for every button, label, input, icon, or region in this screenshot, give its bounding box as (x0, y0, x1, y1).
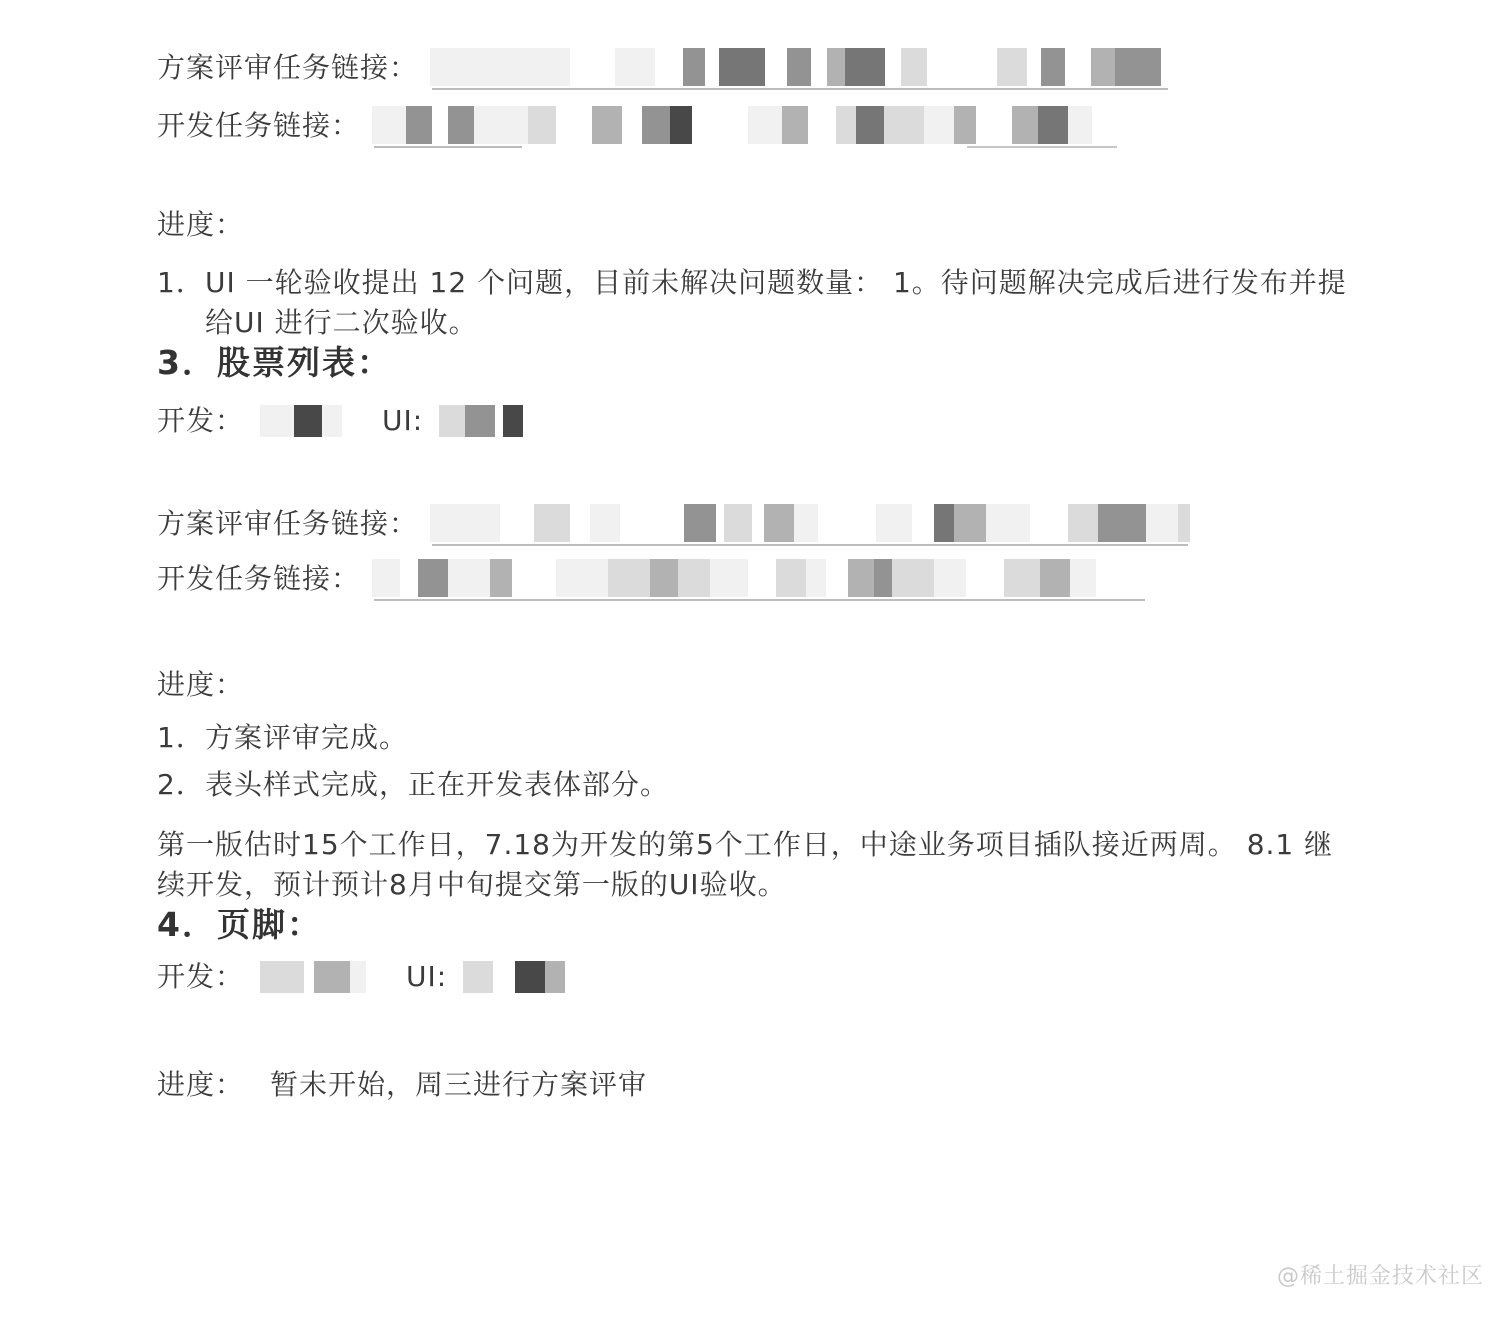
mosaic-block (512, 559, 556, 597)
redacted-ui-name (463, 961, 565, 993)
mosaic-block (876, 504, 912, 542)
mosaic-block (724, 504, 752, 542)
mosaic-block (678, 559, 710, 597)
mosaic-block (608, 559, 650, 597)
mosaic-block (1161, 48, 1170, 86)
mosaic-block (463, 961, 493, 993)
mosaic-block (692, 106, 748, 144)
mosaic-block (710, 559, 748, 597)
mosaic-block (765, 48, 787, 86)
dev-task-link-label: 开发任务链接： (157, 109, 361, 142)
list-item-text: UI 一轮验收提出 12 个问题，目前未解决问题数量： 1。待问题解决完成后进行发布并提给UI 进行二次验收。 (205, 266, 1347, 339)
mosaic-block (1040, 559, 1070, 597)
dev-label: 开发： (157, 404, 245, 437)
mosaic-block (966, 559, 1004, 597)
mosaic-block (827, 48, 845, 86)
mosaic-block (322, 405, 342, 437)
mosaic-block (885, 48, 901, 86)
mosaic-block (776, 559, 806, 597)
mosaic-block (430, 48, 570, 86)
mosaic-block (1027, 48, 1041, 86)
mosaic-block (818, 504, 876, 542)
mosaic-block (836, 106, 856, 144)
mosaic-block (622, 106, 642, 144)
mosaic-block (304, 961, 314, 993)
mosaic-block (874, 559, 892, 597)
mosaic-block (892, 559, 934, 597)
mosaic-block (570, 48, 615, 86)
mosaic-block (372, 106, 406, 144)
section-heading-stock-list: 3．股票列表： (157, 343, 392, 382)
mosaic-block (764, 504, 794, 542)
list-item (157, 718, 1353, 758)
watermark: @稀土掘金技术社区 (1276, 1264, 1484, 1289)
dev-task-link-label: 开发任务链接： (157, 562, 361, 595)
progress-text: 暂未开始，周三进行方案评审 (270, 1068, 648, 1101)
mosaic-block (782, 106, 808, 144)
redacted-dev-task-link[interactable] (372, 106, 1117, 150)
mosaic-block (934, 559, 966, 597)
progress-row (157, 1065, 1353, 1105)
mosaic-block (465, 405, 495, 437)
progress-label: 进度： (157, 1068, 245, 1101)
mosaic-block (716, 504, 724, 542)
review-task-link-row (157, 46, 1353, 94)
redacted-dev-task-link[interactable] (372, 559, 1147, 603)
mosaic-block (954, 504, 986, 542)
list-item-marker: 2． (157, 768, 205, 801)
mosaic-block (615, 48, 655, 86)
list-item-marker: 1． (157, 721, 205, 754)
redacted-review-task-link[interactable] (430, 504, 1190, 548)
redacted-dev-name (260, 961, 366, 993)
mosaic-block (432, 106, 448, 144)
mosaic-block (976, 106, 1012, 144)
list-item-text: 方案评审完成。 (205, 721, 409, 754)
mosaic-block (493, 961, 515, 993)
dev-label: 开发： (157, 960, 245, 993)
mosaic-block (986, 504, 1030, 542)
mosaic-block (1012, 106, 1038, 144)
mosaic-block (806, 559, 826, 597)
redacted-review-task-link[interactable] (430, 48, 1170, 92)
mosaic-block (1098, 504, 1146, 542)
mosaic-block (655, 48, 683, 86)
mosaic-block (418, 559, 448, 597)
review-task-link-row (157, 502, 1353, 550)
mosaic-block (430, 504, 500, 542)
mosaic-block (787, 48, 811, 86)
mosaic-block (448, 106, 474, 144)
dev-task-link-row (157, 104, 1353, 152)
list-item-text: 表头样式完成，正在开发表体部分。 (205, 768, 670, 801)
mosaic-block (927, 48, 997, 86)
mosaic-block (924, 106, 954, 144)
mosaic-block (1091, 48, 1115, 86)
mosaic-block (439, 405, 465, 437)
schedule-note-paragraph: 第一版估时15个工作日，7.18为开发的第5个工作日，中途业务项目插队接近两周。 8.1 继续开发，预计预计8月中旬提交第一版的UI验收。 (157, 828, 1334, 901)
mosaic-block (294, 405, 322, 437)
mosaic-block (490, 559, 512, 597)
mosaic-block (705, 48, 719, 86)
mosaic-block (748, 559, 776, 597)
mosaic-block (314, 961, 350, 993)
mosaic-block (901, 48, 927, 86)
redacted-dev-name (260, 405, 342, 437)
review-task-link-label: 方案评审任务链接： (157, 507, 419, 540)
mosaic-block (1038, 106, 1068, 144)
list-item (157, 263, 1353, 343)
mosaic-block (260, 405, 294, 437)
mosaic-block (748, 106, 782, 144)
mosaic-block (545, 961, 565, 993)
dev-task-link-row (157, 557, 1353, 605)
mosaic-block (503, 405, 523, 437)
mosaic-block (350, 961, 366, 993)
mosaic-block (474, 106, 528, 144)
mosaic-block (1030, 504, 1068, 542)
mosaic-block (997, 48, 1027, 86)
mosaic-block (1004, 559, 1040, 597)
mosaic-block (912, 504, 934, 542)
mosaic-block (794, 504, 818, 542)
mosaic-block (826, 559, 848, 597)
ui-label: UI: (382, 404, 424, 437)
list-item (157, 765, 1353, 805)
mosaic-block (1068, 106, 1092, 144)
mosaic-block (683, 48, 705, 86)
mosaic-block (1065, 48, 1091, 86)
mosaic-block (556, 106, 592, 144)
mosaic-block (856, 106, 884, 144)
ui-label: UI: (406, 960, 448, 993)
mosaic-block (528, 106, 556, 144)
mosaic-block (400, 559, 418, 597)
dev-ui-owners-row (157, 399, 1353, 439)
mosaic-block (1115, 48, 1161, 86)
mosaic-block (808, 106, 836, 144)
progress-label: 进度： (157, 668, 245, 701)
mosaic-block (620, 504, 684, 542)
mosaic-block (670, 106, 692, 144)
mosaic-block (1068, 504, 1098, 542)
section-heading-footer: 4．页脚： (157, 905, 322, 944)
mosaic-block (1041, 48, 1065, 86)
review-task-link-label: 方案评审任务链接： (157, 51, 419, 84)
mosaic-block (556, 559, 608, 597)
mosaic-block (650, 559, 678, 597)
dev-ui-owners-row (157, 955, 1353, 995)
mosaic-block (719, 48, 765, 86)
mosaic-block (884, 106, 924, 144)
mosaic-block (500, 504, 534, 542)
mosaic-block (260, 961, 304, 993)
mosaic-block (811, 48, 827, 86)
mosaic-block (448, 559, 490, 597)
mosaic-block (406, 106, 432, 144)
mosaic-block (1146, 504, 1178, 542)
mosaic-block (934, 504, 954, 542)
mosaic-block (590, 504, 620, 542)
mosaic-block (845, 48, 885, 86)
progress-label: 进度： (157, 208, 245, 241)
mosaic-block (642, 106, 670, 144)
mosaic-block (592, 106, 622, 144)
mosaic-block (848, 559, 874, 597)
mosaic-block (372, 559, 400, 597)
mosaic-block (515, 961, 545, 993)
mosaic-block (534, 504, 570, 542)
mosaic-block (1070, 559, 1096, 597)
mosaic-block (752, 504, 764, 542)
mosaic-block (954, 106, 976, 144)
mosaic-block (495, 405, 503, 437)
list-item-marker: 1． (157, 266, 205, 299)
redacted-ui-name (439, 405, 523, 437)
mosaic-block (684, 504, 716, 542)
mosaic-block (1178, 504, 1190, 542)
mosaic-block (570, 504, 590, 542)
